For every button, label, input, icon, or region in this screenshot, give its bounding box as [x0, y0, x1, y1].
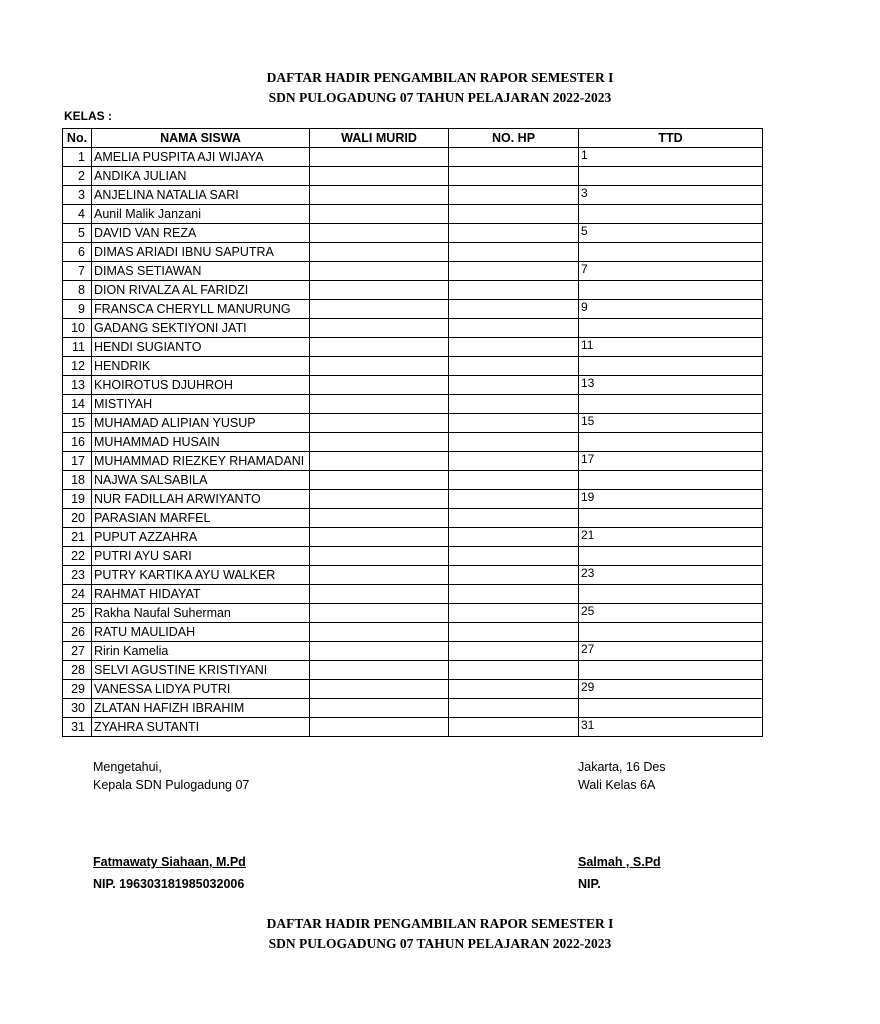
ttd-cell: 11: [579, 338, 763, 357]
wali-murid-cell[interactable]: [310, 395, 449, 414]
table-row: [63, 623, 763, 642]
table-row: [63, 357, 763, 376]
ttd-cell: [579, 395, 763, 414]
phone-cell[interactable]: [449, 395, 579, 414]
table-row: [63, 433, 763, 452]
mengetahui-label: Mengetahui,: [93, 760, 162, 774]
row-number-cell: 2: [63, 167, 92, 186]
student-name-cell: Ririn Kamelia: [92, 642, 310, 661]
phone-cell[interactable]: [449, 585, 579, 604]
phone-cell[interactable]: [449, 414, 579, 433]
row-number-cell: 29: [63, 680, 92, 699]
ttd-cell: 5: [579, 224, 763, 243]
student-name-cell: PUTRY KARTIKA AYU WALKER: [92, 566, 310, 585]
row-number-cell: 7: [63, 262, 92, 281]
wali-murid-cell[interactable]: [310, 699, 449, 718]
wali-murid-cell[interactable]: [310, 547, 449, 566]
row-number-cell: 1: [63, 148, 92, 167]
ttd-cell: 17: [579, 452, 763, 471]
phone-cell[interactable]: [449, 205, 579, 224]
table-body: [63, 148, 763, 737]
phone-cell[interactable]: [449, 319, 579, 338]
phone-cell[interactable]: [449, 338, 579, 357]
wali-murid-cell[interactable]: [310, 566, 449, 585]
ttd-cell: [579, 243, 763, 262]
footer-title-line-2: SDN PULOGADUNG 07 TAHUN PELAJARAN 2022-2023: [268, 936, 612, 951]
row-number-cell: 15: [63, 414, 92, 433]
ttd-cell: 23: [579, 566, 763, 585]
student-name-cell: DIMAS ARIADI IBNU SAPUTRA: [92, 243, 310, 262]
ttd-cell: 29: [579, 680, 763, 699]
table-row: [63, 376, 763, 395]
table-row: [63, 414, 763, 433]
phone-cell[interactable]: [449, 357, 579, 376]
ttd-cell: 27: [579, 642, 763, 661]
phone-cell[interactable]: [449, 281, 579, 300]
ttd-cell: [579, 509, 763, 528]
ttd-cell: [579, 319, 763, 338]
student-name-cell: NAJWA SALSABILA: [92, 471, 310, 490]
wali-murid-cell[interactable]: [310, 414, 449, 433]
student-name-cell: DION RIVALZA AL FARIDZI: [92, 281, 310, 300]
table-row: [63, 224, 763, 243]
phone-cell[interactable]: [449, 680, 579, 699]
wali-murid-cell[interactable]: [310, 186, 449, 205]
phone-cell[interactable]: [449, 471, 579, 490]
phone-cell[interactable]: [449, 661, 579, 680]
table-row: [63, 262, 763, 281]
table-row: [63, 718, 763, 737]
attendance-table: [62, 128, 763, 737]
row-number-cell: 4: [63, 205, 92, 224]
table-row: [63, 585, 763, 604]
ttd-cell: [579, 205, 763, 224]
table-row: [63, 528, 763, 547]
student-name-cell: PUPUT AZZAHRA: [92, 528, 310, 547]
row-number-cell: 25: [63, 604, 92, 623]
table-row: [63, 395, 763, 414]
table-row: [63, 148, 763, 167]
table-row: [63, 452, 763, 471]
row-number-cell: 21: [63, 528, 92, 547]
student-name-cell: MUHAMMAD RIEZKEY RHAMADANI: [92, 452, 310, 471]
table-row: [63, 167, 763, 186]
phone-cell[interactable]: [449, 433, 579, 452]
ttd-cell: 15: [579, 414, 763, 433]
ttd-cell: [579, 357, 763, 376]
student-name-cell: PARASIAN MARFEL: [92, 509, 310, 528]
attendance-table-container: [62, 128, 683, 752]
document-title: [0, 68, 880, 108]
row-number-cell: 17: [63, 452, 92, 471]
student-name-cell: HENDI SUGIANTO: [92, 338, 310, 357]
phone-cell[interactable]: [449, 262, 579, 281]
teacher-nip: NIP.: [578, 877, 601, 891]
table-header-row: [63, 129, 763, 148]
right-signature-block: [578, 758, 666, 794]
ttd-cell: 21: [579, 528, 763, 547]
ttd-cell: 13: [579, 376, 763, 395]
kelas-label: KELAS :: [64, 109, 112, 123]
student-name-cell: ANDIKA JULIAN: [92, 167, 310, 186]
title-line-1: DAFTAR HADIR PENGAMBILAN RAPOR SEMESTER I: [266, 70, 614, 85]
footer-title: [0, 914, 880, 954]
phone-cell[interactable]: [449, 243, 579, 262]
table-row: [63, 471, 763, 490]
row-number-cell: 5: [63, 224, 92, 243]
left-signature-block: [93, 758, 249, 794]
student-name-cell: VANESSA LIDYA PUTRI: [92, 680, 310, 699]
row-number-cell: 11: [63, 338, 92, 357]
phone-cell[interactable]: [449, 376, 579, 395]
wali-murid-cell[interactable]: [310, 471, 449, 490]
wali-murid-cell[interactable]: [310, 376, 449, 395]
phone-cell[interactable]: [449, 186, 579, 205]
row-number-cell: 3: [63, 186, 92, 205]
student-name-cell: PUTRI AYU SARI: [92, 547, 310, 566]
wali-murid-cell[interactable]: [310, 281, 449, 300]
wali-murid-cell[interactable]: [310, 433, 449, 452]
row-number-cell: 30: [63, 699, 92, 718]
wali-murid-cell[interactable]: [310, 262, 449, 281]
table-row: [63, 642, 763, 661]
wali-murid-cell[interactable]: [310, 680, 449, 699]
student-name-cell: FRANSCA CHERYLL MANURUNG: [92, 300, 310, 319]
ttd-cell: [579, 699, 763, 718]
ttd-cell: 7: [579, 262, 763, 281]
wali-murid-cell[interactable]: [310, 490, 449, 509]
wali-murid-cell[interactable]: [310, 167, 449, 186]
student-name-cell: Rakha Naufal Suherman: [92, 604, 310, 623]
kepala-sekolah-label: Kepala SDN Pulogadung 07: [93, 778, 250, 792]
wali-murid-cell[interactable]: [310, 585, 449, 604]
row-number-cell: 28: [63, 661, 92, 680]
table-row: [63, 300, 763, 319]
wali-murid-cell[interactable]: [310, 718, 449, 737]
table-row: [63, 186, 763, 205]
table-row: [63, 205, 763, 224]
student-name-cell: KHOIROTUS DJUHROH: [92, 376, 310, 395]
phone-cell[interactable]: [449, 623, 579, 642]
student-name-cell: MUHAMAD ALIPIAN YUSUP: [92, 414, 310, 433]
wali-murid-cell[interactable]: [310, 642, 449, 661]
phone-cell[interactable]: [449, 452, 579, 471]
student-name-cell: SELVI AGUSTINE KRISTIYANI: [92, 661, 310, 680]
wali-murid-cell[interactable]: [310, 224, 449, 243]
ttd-cell: [579, 281, 763, 300]
header-no: No.: [63, 129, 92, 148]
row-number-cell: 20: [63, 509, 92, 528]
ttd-cell: [579, 585, 763, 604]
row-number-cell: 9: [63, 300, 92, 319]
wali-murid-cell[interactable]: [310, 357, 449, 376]
ttd-cell: [579, 167, 763, 186]
wali-murid-cell[interactable]: [310, 243, 449, 262]
row-number-cell: 31: [63, 718, 92, 737]
table-row: [63, 547, 763, 566]
ttd-cell: [579, 661, 763, 680]
phone-cell[interactable]: [449, 509, 579, 528]
row-number-cell: 12: [63, 357, 92, 376]
phone-cell[interactable]: [449, 547, 579, 566]
student-name-cell: MUHAMMAD HUSAIN: [92, 433, 310, 452]
ttd-cell: 9: [579, 300, 763, 319]
ttd-cell: [579, 433, 763, 452]
phone-cell[interactable]: [449, 148, 579, 167]
ttd-cell: [579, 623, 763, 642]
wali-murid-cell[interactable]: [310, 604, 449, 623]
student-name-cell: DAVID VAN REZA: [92, 224, 310, 243]
student-name-cell: DIMAS SETIAWAN: [92, 262, 310, 281]
student-name-cell: NUR FADILLAH ARWIYANTO: [92, 490, 310, 509]
header-no-hp: NO. HP: [449, 129, 579, 148]
table-row: [63, 490, 763, 509]
row-number-cell: 8: [63, 281, 92, 300]
principal-nip: NIP. 196303181985032006: [93, 877, 245, 891]
wali-murid-cell[interactable]: [310, 528, 449, 547]
ttd-cell: 31: [579, 718, 763, 737]
wali-murid-cell[interactable]: [310, 205, 449, 224]
row-number-cell: 19: [63, 490, 92, 509]
phone-cell[interactable]: [449, 167, 579, 186]
wali-kelas-label: Wali Kelas 6A: [578, 778, 656, 792]
ttd-cell: [579, 471, 763, 490]
place-date-label: Jakarta, 16 Des: [578, 760, 666, 774]
phone-cell[interactable]: [449, 642, 579, 661]
table-row: [63, 281, 763, 300]
phone-cell[interactable]: [449, 566, 579, 585]
title-line-2: SDN PULOGADUNG 07 TAHUN PELAJARAN 2022-2023: [268, 90, 612, 105]
table-row: [63, 243, 763, 262]
wali-murid-cell[interactable]: [310, 452, 449, 471]
row-number-cell: 18: [63, 471, 92, 490]
footer-title-line-1: DAFTAR HADIR PENGAMBILAN RAPOR SEMESTER I: [266, 916, 614, 931]
row-number-cell: 13: [63, 376, 92, 395]
table-row: [63, 680, 763, 699]
phone-cell[interactable]: [449, 224, 579, 243]
row-number-cell: 24: [63, 585, 92, 604]
student-name-cell: RAHMAT HIDAYAT: [92, 585, 310, 604]
ttd-cell: 25: [579, 604, 763, 623]
row-number-cell: 22: [63, 547, 92, 566]
wali-murid-cell[interactable]: [310, 509, 449, 528]
student-name-cell: RATU MAULIDAH: [92, 623, 310, 642]
ttd-cell: 3: [579, 186, 763, 205]
table-row: [63, 604, 763, 623]
student-name-cell: Aunil Malik Janzani: [92, 205, 310, 224]
row-number-cell: 14: [63, 395, 92, 414]
row-number-cell: 26: [63, 623, 92, 642]
ttd-cell: [579, 547, 763, 566]
row-number-cell: 27: [63, 642, 92, 661]
student-name-cell: ZLATAN HAFIZH IBRAHIM: [92, 699, 310, 718]
table-row: [63, 661, 763, 680]
student-name-cell: ZYAHRA SUTANTI: [92, 718, 310, 737]
table-row: [63, 699, 763, 718]
student-name-cell: ANJELINA NATALIA SARI: [92, 186, 310, 205]
phone-cell[interactable]: [449, 604, 579, 623]
wali-murid-cell[interactable]: [310, 148, 449, 167]
phone-cell[interactable]: [449, 528, 579, 547]
phone-cell[interactable]: [449, 699, 579, 718]
phone-cell[interactable]: [449, 490, 579, 509]
student-name-cell: HENDRIK: [92, 357, 310, 376]
ttd-cell: 19: [579, 490, 763, 509]
header-nama-siswa: NAMA SISWA: [92, 129, 310, 148]
principal-name: Fatmawaty Siahaan, M.Pd: [93, 855, 246, 869]
student-name-cell: MISTIYAH: [92, 395, 310, 414]
ttd-cell: 1: [579, 148, 763, 167]
row-number-cell: 16: [63, 433, 92, 452]
wali-murid-cell[interactable]: [310, 319, 449, 338]
header-ttd: TTD: [579, 129, 763, 148]
student-name-cell: GADANG SEKTIYONI JATI: [92, 319, 310, 338]
table-row: [63, 566, 763, 585]
wali-murid-cell[interactable]: [310, 338, 449, 357]
table-row: [63, 338, 763, 357]
row-number-cell: 6: [63, 243, 92, 262]
teacher-name: Salmah , S.Pd: [578, 855, 661, 869]
phone-cell[interactable]: [449, 718, 579, 737]
header-wali-murid: WALI MURID: [310, 129, 449, 148]
wali-murid-cell[interactable]: [310, 661, 449, 680]
table-row: [63, 319, 763, 338]
wali-murid-cell[interactable]: [310, 623, 449, 642]
row-number-cell: 23: [63, 566, 92, 585]
student-name-cell: AMELIA PUSPITA AJI WIJAYA: [92, 148, 310, 167]
table-row: [63, 509, 763, 528]
row-number-cell: 10: [63, 319, 92, 338]
phone-cell[interactable]: [449, 300, 579, 319]
wali-murid-cell[interactable]: [310, 300, 449, 319]
